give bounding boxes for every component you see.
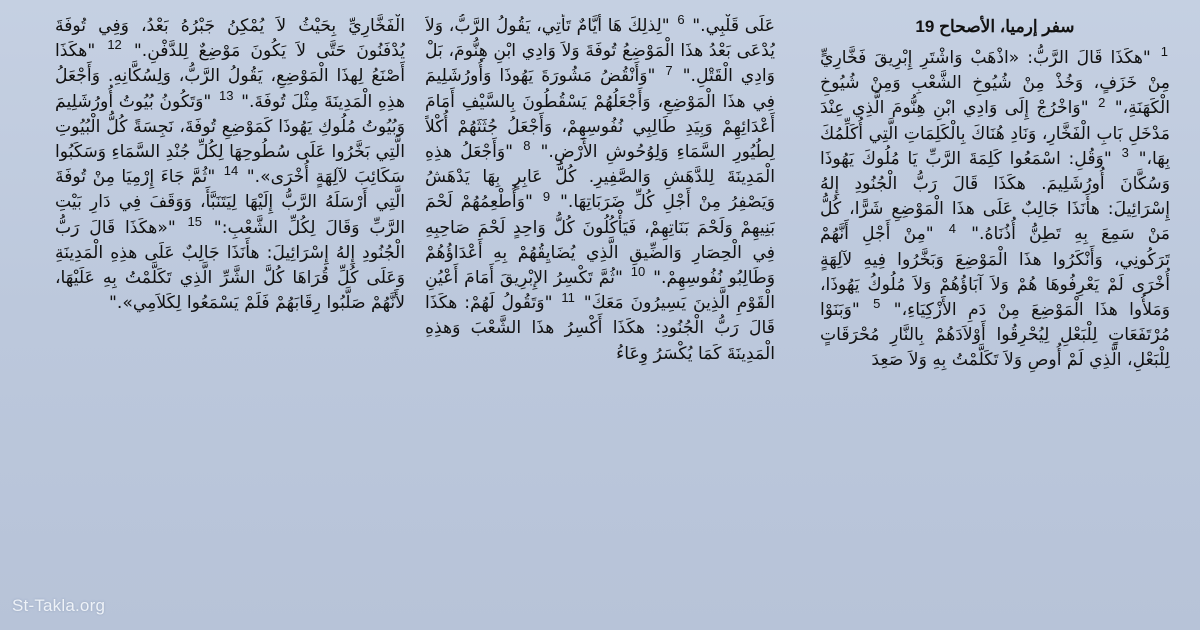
verse-number: 14	[223, 163, 239, 179]
text-column-left	[55, 14, 405, 614]
text-column-middle	[425, 14, 775, 614]
verse-number: 6	[677, 14, 685, 28]
verse-number: 1	[1160, 44, 1168, 60]
verse-text: "وَأَجْعَلُ هذِهِ الْمَدِينَةَ لِلدَّهَشِ وَالصَّفِيرِ. كُلُّ عَابِرٍ بِهَا يَدْهَشُ وَيَصْفِرُ مِنْ أَجْلِ كُلِّ ضَرَبَاتِهَا."	[425, 142, 775, 213]
verse-text: "وَتَقُولُ لَهُمْ: هكَذَا قَالَ رَبُّ الْجُنُودِ: هكَذَا أَكْسِرُ هذَا الشَّعْبَ وَهذِهِ الْمَدِينَةَ كَمَا يُكْسَرُ وِعَاءُ	[425, 293, 775, 364]
verse-number: 4	[948, 220, 957, 236]
verse-text: "هكَذَا قَالَ الرَّبُّ: «اذْهَبْ وَاشْتَرِ إِبْرِيقَ فَخَّارِيٍّ مِنْ خَزَفٍ، وَخُذْ مِنْ شُيُوخِ الشَّعْبِ وَمِنْ شُيُوخِ الْكَهَنَةِ،"	[820, 48, 1170, 119]
verse-number: 12	[107, 37, 122, 53]
verse-text: "«هكَذَا قَالَ رَبُّ الْجُنُودِ إِلهُ إِسْرَائِيلَ: هأَنَذَا جَالِبٌ عَلَى هذِهِ الْمَدِينَةِ وَعَلَى كُلِّ قُرَاهَا كُلَّ الشَّرِّ الَّذِي تَكَلَّمْتُ بِهِ عَلَيْهَا، لأَنَّهُمْ صَلَّبُوا رِقَابَهُمْ فَلَمْ يَسْمَعُوا لِكَلاَمِي»."	[55, 217, 405, 314]
verse-number: 5	[873, 296, 881, 312]
verse-text: "لِذلِكَ هَا أَيَّامٌ تَأْتِي، يَقُولُ الرَّبُّ، وَلاَ يُدْعَى بَعْدُ هذَا الْمَوْضِعُ تُوفَةَ وَلاَ وَادِي ابْنِ هِنُّومَ، بَلْ وَادِي الْقَتْلِ."	[425, 16, 775, 87]
verse-text: "مِنْ أَجْلِ أَنَّهُمْ تَرَكُونِي، وَأَنْكَرُوا هذَا الْمَوْضِعَ وَبَخَّرُوا فِيهِ لآلِهَةٍ أُخْرَى لَمْ يَعْرِفُوهَا هُمْ وَلاَ آبَاؤُهُمْ وَلاَ مُلُوكُ يَهُوذَا، وَمَلأُوا هذَا الْمَوْضِعَ مِنْ دَمِ الأَزْكِيَاءِ،"	[820, 224, 1170, 321]
verse-number: 9	[542, 188, 551, 204]
verse-text: "ثُمَّ جَاءَ إِرْمِيَا مِنْ تُوفَةَ الَّتِي أَرْسَلَهُ الرَّبُّ إِلَيْهَا لِيَتَنَبَّأَ، وَوَقَفَ فِي دَارِ بَيْتِ الرَّبِّ وَقَالَ لِكُلِّ الشَّعْبِ:"	[55, 167, 405, 238]
site-watermark: St-Takla.org	[12, 596, 106, 615]
chapter-title: سفر إرميا، الأصحاح 19	[915, 17, 1075, 36]
verse-text: "وَأَنْقُضُ مَشُورَةَ يَهُوذَا وَأُورُشَلِيمَ فِي هذَا الْمَوْضِعِ، وَأَجْعَلُهُمْ يَسْقُطُونَ بِالسَّيْفِ أَمَامَ أَعْدَائِهِمْ وَبِيَدِ طَالِبِي نُفُوسِهِمْ، وَأَجْعَلُ جُثَثَهُمْ أُكْلاً لِطُيُورِ السَّمَاءِ وَلِوُحُوشِ الأَرْضِ."	[425, 66, 775, 163]
verse-text: "وَبَنَوْا مُرْتَفَعَاتٍ لِلْبَعْلِ لِيُحْرِقُوا أَوْلاَدَهُمْ بِالنَّارِ مُحْرَقَاتٍ لِلْبَعْلِ، الَّذِي لَمْ أُوصِ وَلاَ تَكَلَّمْتُ بِهِ وَلاَ صَعِدَ	[820, 300, 1170, 371]
verse-number: 2	[1098, 94, 1106, 110]
verse-number: 11	[561, 289, 575, 305]
verse-text: الْفَخَّارِيِّ بِحَيْثُ لاَ يُمْكِنُ جَبْرُهُ بَعْدُ، وَفِي تُوفَةَ يُدْفَنُونَ حَتَّى لاَ يَكُونَ مَوْضِعٌ لِلدَّفْنِ."	[55, 16, 405, 62]
text-column-right	[820, 14, 1170, 614]
verse-number: 13	[218, 87, 234, 103]
verse-text: عَلَى قَلْبِي."	[692, 16, 775, 36]
verse-text: "وَأُطْعِمُهُمْ لَحْمَ بَنِيهِمْ وَلَحْمَ بَنَاتِهِمْ، فَيَأْكُلُونَ كُلُّ وَاحِدٍ لَحْمَ صَاحِبِهِ فِي الْحِصَارِ وَالضِّيقِ الَّذِي يُضَايِقُهُمْ بِهِ أَعْدَاؤُهُمْ وَطَالِبُو نُفُوسِهِمْ."	[425, 192, 775, 289]
verse-text: "وَقُلِ: اسْمَعُوا كَلِمَةَ الرَّبِّ يَا مُلُوكَ يَهُوذَا وَسُكَّانَ أُورُشَلِيمَ. هكَذَا قَالَ رَبُّ الْجُنُودِ إِلهُ إِسْرَائِيلَ: هأَنَذَا جَالِبٌ عَلَى هذَا الْمَوْضِعِ شَرًّا، كُلُّ مَنْ سَمِعَ بِهِ تَطِنُّ أُذُنَاهُ."	[820, 148, 1170, 245]
verse-number: 3	[1121, 145, 1129, 161]
verse-number: 10	[630, 264, 646, 280]
verse-text: "وَتَكُونُ بُيُوتُ أُورُشَلِيمَ وَبُيُوتُ مُلُوكِ يَهُوذَا كَمَوْضِعِ تُوفَةَ، نَجِسَةً كُلُّ الْبُيُوتِ الَّتِي بَخَّرُوا عَلَى سُطُوحِهَا لِكُلِّ جُنْدِ السَّمَاءِ وَسَكَبُوا سَكَائِبَ لآلِهَةٍ أُخْرَى»."	[55, 91, 405, 188]
verse-number: 7	[665, 62, 673, 78]
verse-5-continued	[692, 16, 775, 36]
verse-number: 8	[523, 138, 531, 154]
verse-text: "وَاخْرُجْ إِلَى وَادِي ابْنِ هِنُّومَ الَّذِي عِنْدَ مَدْخَلِ بَابِ الْفَخَّارِ، وَنَادِ هُنَاكَ بِالْكَلِمَاتِ الَّتِي أُكَلِّمُكَ بِهَا،"	[820, 98, 1170, 169]
verse-number: 15	[187, 213, 203, 229]
verse-text: "ثُمَّ تَكْسِرُ الإِبْرِيقَ أَمَامَ أَعْيُنِ الْقَوْمِ الَّذِينَ يَسِيرُونَ مَعَكَ"	[425, 268, 775, 314]
verse-text: "هكَذَا أَصْنَعُ لِهذَا الْمَوْضِعِ، يَقُولُ الرَّبُّ، وَلِسُكَّانِهِ. وَأَجْعَلُ هذِهِ الْمَدِينَةَ مِثْلَ تُوفَةَ."	[55, 41, 405, 112]
